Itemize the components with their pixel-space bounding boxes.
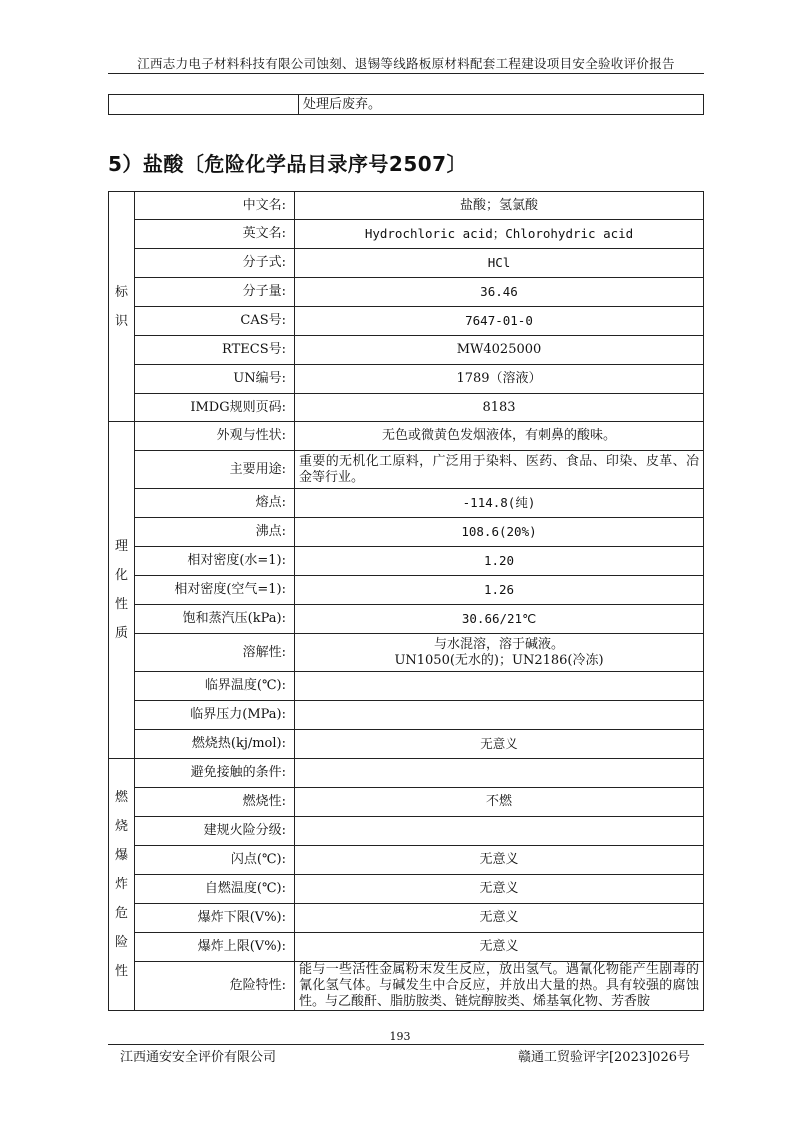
table-row <box>109 451 704 489</box>
table-row <box>109 192 704 220</box>
category-char: 标 <box>114 284 128 300</box>
property-label: 分子式: <box>135 249 295 278</box>
category-char: 识 <box>114 313 128 329</box>
property-value-line: 与水混溶，溶于碱液。 <box>433 636 564 652</box>
table-row <box>109 249 704 278</box>
property-value: 无意义 <box>295 933 704 962</box>
property-label: IMDG规则页码: <box>135 394 295 422</box>
property-value: 30.66/21℃ <box>295 605 704 634</box>
table-row <box>109 875 704 904</box>
category-char: 化 <box>114 568 128 583</box>
property-label: 危险特性: <box>135 962 295 1011</box>
property-label: 临界压力(MPa): <box>135 701 295 730</box>
property-label: 外观与性状: <box>135 422 295 451</box>
property-value: 盐酸；氢氯酸 <box>295 192 704 220</box>
property-value: -114.8(纯) <box>295 489 704 518</box>
property-value: 1.20 <box>295 547 704 576</box>
property-value: Hydrochloric acid；Chlorohydric acid <box>295 220 704 249</box>
table-row <box>109 394 704 422</box>
category-char: 危 <box>114 906 128 921</box>
property-label: 中文名: <box>135 192 295 220</box>
table-row <box>109 365 704 394</box>
table-row <box>109 489 704 518</box>
category-cell <box>109 192 135 422</box>
table-row <box>109 904 704 933</box>
property-label: 熔点: <box>135 489 295 518</box>
table-row <box>109 95 704 115</box>
header-rule <box>108 73 704 74</box>
property-label: RTECS号: <box>135 336 295 365</box>
property-label: 相对密度(水=1): <box>135 547 295 576</box>
property-value <box>295 759 704 788</box>
property-label: 沸点: <box>135 518 295 547</box>
section-title: 5）盐酸〔危险化学品目录序号2507〕 <box>108 152 468 176</box>
chemical-properties-table <box>108 191 704 1011</box>
property-label: 闪点(℃): <box>135 846 295 875</box>
table-row <box>109 846 704 875</box>
property-value: 无意义 <box>295 904 704 933</box>
property-label: 英文名: <box>135 220 295 249</box>
table-row <box>109 788 704 817</box>
property-value: 不燃 <box>295 788 704 817</box>
property-value: 7647-01-0 <box>295 307 704 336</box>
property-label: CAS号: <box>135 307 295 336</box>
table-row <box>109 278 704 307</box>
page-number: 193 <box>389 1030 411 1043</box>
property-label: 主要用途: <box>135 451 295 489</box>
property-label: 分子量: <box>135 278 295 307</box>
table-row <box>109 576 704 605</box>
property-value: 8183 <box>295 394 704 422</box>
property-value <box>295 634 704 672</box>
property-label: 自燃温度(℃): <box>135 875 295 904</box>
table-row <box>109 336 704 365</box>
table-row <box>109 817 704 846</box>
property-label: 溶解性: <box>135 634 295 672</box>
table-row <box>109 307 704 336</box>
category-char: 险 <box>114 935 128 950</box>
category-cell <box>109 759 135 1011</box>
property-value: 1789（溶液） <box>295 365 704 394</box>
category-char: 性 <box>114 597 128 612</box>
property-value: 无意义 <box>295 875 704 904</box>
table-row <box>109 933 704 962</box>
table-row <box>109 518 704 547</box>
category-char: 性 <box>114 964 128 979</box>
property-value: 无色或微黄色发烟液体，有刺鼻的酸味。 <box>295 422 704 451</box>
property-value-line: UN1050(无水的)；UN2186(冷冻) <box>394 652 604 668</box>
property-label: 爆炸下限(V%): <box>135 904 295 933</box>
property-label: 相对密度(空气=1): <box>135 576 295 605</box>
table-row <box>109 547 704 576</box>
category-char: 理 <box>114 539 128 554</box>
table-row <box>109 730 704 759</box>
property-value: 无意义 <box>295 730 704 759</box>
property-value: 重要的无机化工原料，广泛用于染料、医药、食品、印染、皮革、冶金等行业。 <box>295 451 704 489</box>
footer-company: 江西通安安全评价有限公司 <box>120 1050 277 1065</box>
footer-rule <box>108 1044 704 1045</box>
property-label: 爆炸上限(V%): <box>135 933 295 962</box>
property-value: HCl <box>295 249 704 278</box>
table-row <box>109 634 704 672</box>
category-char: 炸 <box>114 877 128 892</box>
property-label: 避免接触的条件: <box>135 759 295 788</box>
property-label: UN编号: <box>135 365 295 394</box>
property-value <box>295 817 704 846</box>
property-value <box>295 701 704 730</box>
footer-doc-number: 赣通工贸验评字[2023]026号 <box>517 1050 690 1065</box>
category-char: 质 <box>114 626 128 641</box>
property-label: 燃烧热(kj/mol): <box>135 730 295 759</box>
table-row <box>109 672 704 701</box>
property-value: 1.26 <box>295 576 704 605</box>
continuation-text: 处理后废弃。 <box>299 95 704 115</box>
category-char: 烧 <box>114 819 128 834</box>
property-value: 36.46 <box>295 278 704 307</box>
category-cell <box>109 422 135 759</box>
property-value: 108.6(20%) <box>295 518 704 547</box>
category-char: 爆 <box>114 848 128 863</box>
table-row <box>109 605 704 634</box>
table-row <box>109 759 704 788</box>
property-value: 无意义 <box>295 846 704 875</box>
property-label: 建规火险分级: <box>135 817 295 846</box>
empty-cell <box>109 95 299 115</box>
property-value: 能与一些活性金属粉末发生反应，放出氢气。遇氰化物能产生剧毒的氰化氢气体。与碱发生中合反应，并放出大量的热。具有较强的腐蚀性。与乙酸酐、脂肪胺类、链烷醇胺类、烯基氧化物、芳香胺 <box>295 962 704 1011</box>
table-row <box>109 422 704 451</box>
table-row <box>109 220 704 249</box>
continuation-table <box>108 94 704 115</box>
page-header: 江西志力电子材料科技有限公司蚀刻、退锡等线路板原材料配套工程建设项目安全验收评价报告 <box>137 56 675 71</box>
property-value: MW4025000 <box>295 336 704 365</box>
table-row <box>109 701 704 730</box>
table-row <box>109 962 704 1011</box>
category-char: 燃 <box>114 790 128 805</box>
property-label: 燃烧性: <box>135 788 295 817</box>
property-label: 饱和蒸汽压(kPa): <box>135 605 295 634</box>
property-value <box>295 672 704 701</box>
property-label: 临界温度(℃): <box>135 672 295 701</box>
